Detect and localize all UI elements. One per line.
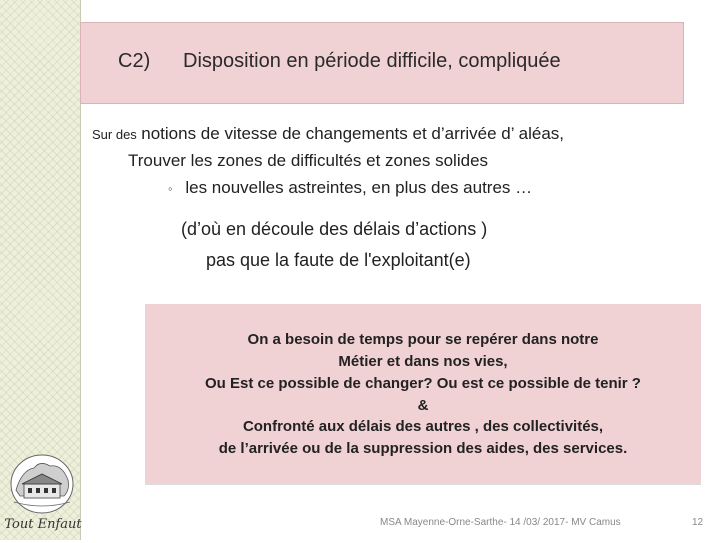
line5-text: pas que la faute de l'exploitant(e): [206, 250, 471, 270]
page-number: 12: [692, 517, 704, 528]
slide-title: Disposition en période difficile, compliquée: [183, 50, 561, 72]
line-4: (d’où en découle des délais d’actions ): [181, 219, 488, 239]
bullet-line-1: [86, 124, 564, 144]
box-line-1: On a besoin de temps pour se repérer dans notre: [247, 331, 599, 348]
box-line-4: &: [417, 397, 429, 414]
footer-text: MSA Mayenne-Orne-Sarthe- 14 /03/ 2017- MV Camus: [380, 517, 621, 528]
house-engraving-logo: [4, 450, 82, 538]
sub-bullet-glyph: ◦: [168, 181, 173, 196]
logo-icon: [4, 450, 82, 538]
logo-text: Tout Enfaut: [4, 517, 82, 532]
line3-text: les nouvelles astreintes, en plus des autres …: [185, 178, 533, 197]
line2-text: Trouver les zones de difficultés et zones solides: [128, 151, 489, 170]
bullet-line-2: [128, 151, 488, 171]
box-line-3: Ou Est ce possible de changer? Ou est ce possible de tenir ?: [205, 375, 641, 392]
line1-prefix: Sur des: [92, 127, 137, 142]
box-line-6: de l’arrivée ou de la suppression des aides, des services.: [218, 440, 628, 457]
bullet-line-5: [206, 250, 471, 271]
bullet-line-3: [168, 178, 532, 198]
box-line-5: Confronté aux délais des autres , des collectivités,: [242, 418, 604, 435]
line1-text: notions de vitesse de changements et d’arrivée d’ aléas,: [141, 124, 564, 143]
title-number: C2): [118, 50, 151, 72]
box-line-2: Métier et dans nos vies,: [338, 353, 508, 370]
